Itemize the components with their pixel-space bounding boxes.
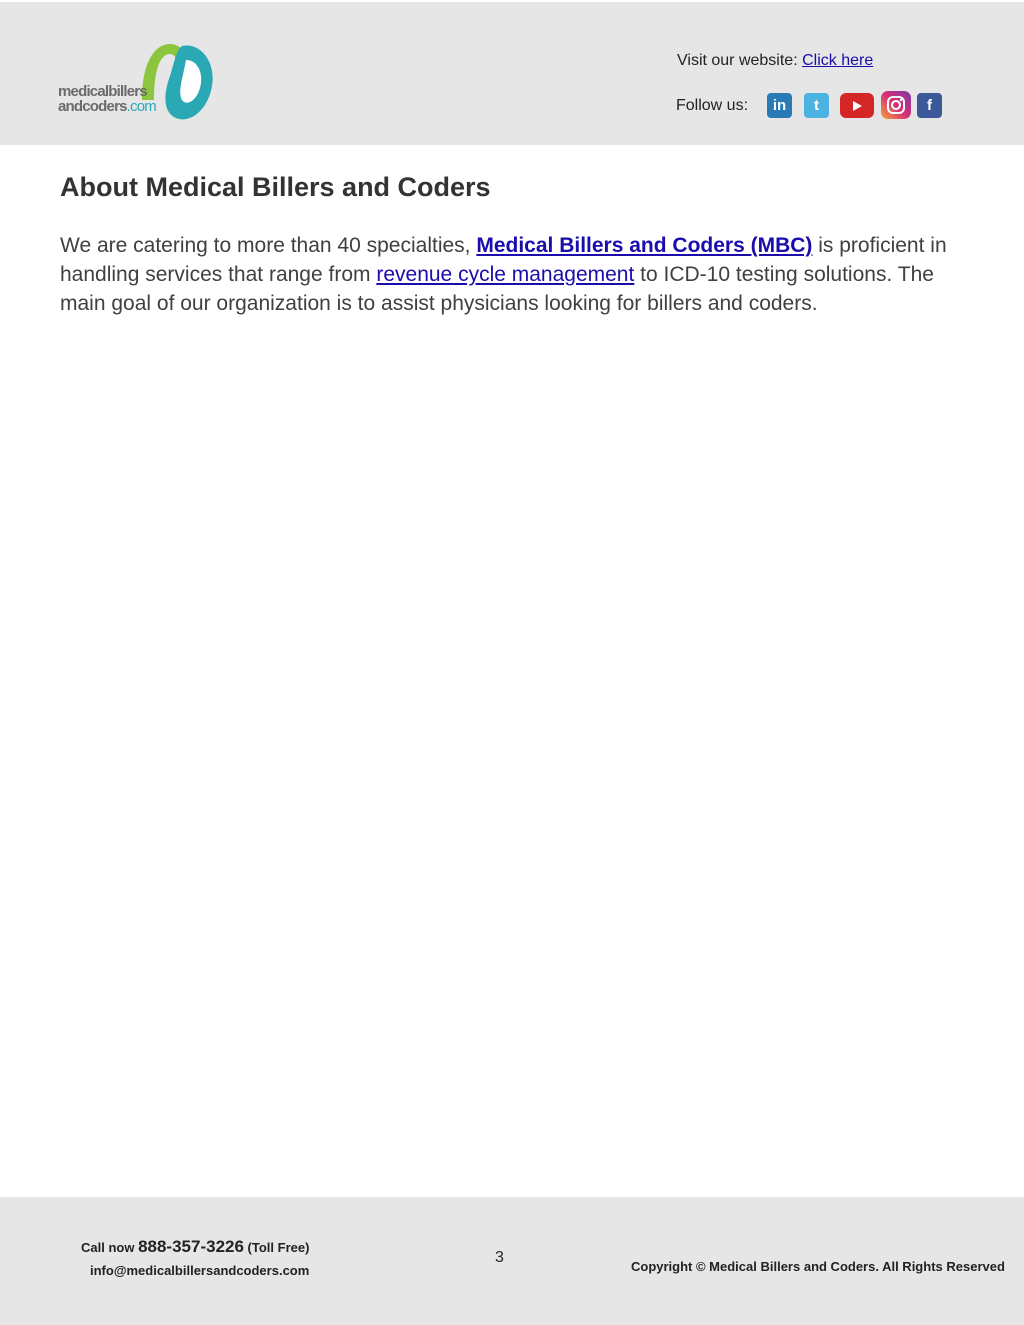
about-paragraph (60, 231, 965, 318)
para-text-3: to ICD-10 testing solutions. The main goal of our organization is to assist physicians looking for billers and coders. (60, 263, 934, 315)
logo-line1: medicalbillers (58, 83, 147, 100)
mbc-link[interactable]: Medical Billers and Coders (MBC) (476, 234, 813, 257)
visit-label: Visit our website: (677, 52, 798, 69)
visit-website (677, 52, 873, 70)
logo-line2-suffix: .com (126, 98, 156, 115)
call-prefix: Call now (81, 1240, 139, 1255)
follow-label: Follow us: (676, 97, 749, 114)
instagram-icon[interactable] (881, 91, 911, 119)
revenue-cycle-link[interactable]: revenue cycle management (376, 263, 635, 286)
twitter-icon[interactable]: t (804, 93, 829, 118)
linkedin-icon[interactable]: in (767, 93, 792, 118)
page-header (0, 2, 1024, 145)
call-suffix: (Toll Free) (243, 1240, 310, 1255)
page-footer (0, 1197, 1024, 1325)
email-address[interactable]: info@medicalbillersandcoders.com (90, 1263, 310, 1278)
para-text-2: is proficient in handling services that range from (60, 234, 947, 286)
call-now (81, 1237, 309, 1257)
company-logo[interactable] (58, 40, 218, 124)
youtube-icon[interactable] (840, 93, 874, 118)
copyright-text: Copyright © Medical Billers and Coders. All Rights Reserved (631, 1259, 1005, 1274)
facebook-icon[interactable]: f (917, 93, 942, 118)
website-link[interactable]: Click here (802, 52, 874, 69)
page-number: 3 (495, 1249, 504, 1266)
logo-line2: andcoders (58, 98, 127, 115)
logo-wordmark (58, 84, 156, 114)
para-text-1: We are catering to more than 40 specialties, (60, 234, 477, 257)
page-title: About Medical Billers and Coders (60, 172, 491, 202)
phone-number[interactable]: 888-357-3226 (138, 1237, 244, 1256)
